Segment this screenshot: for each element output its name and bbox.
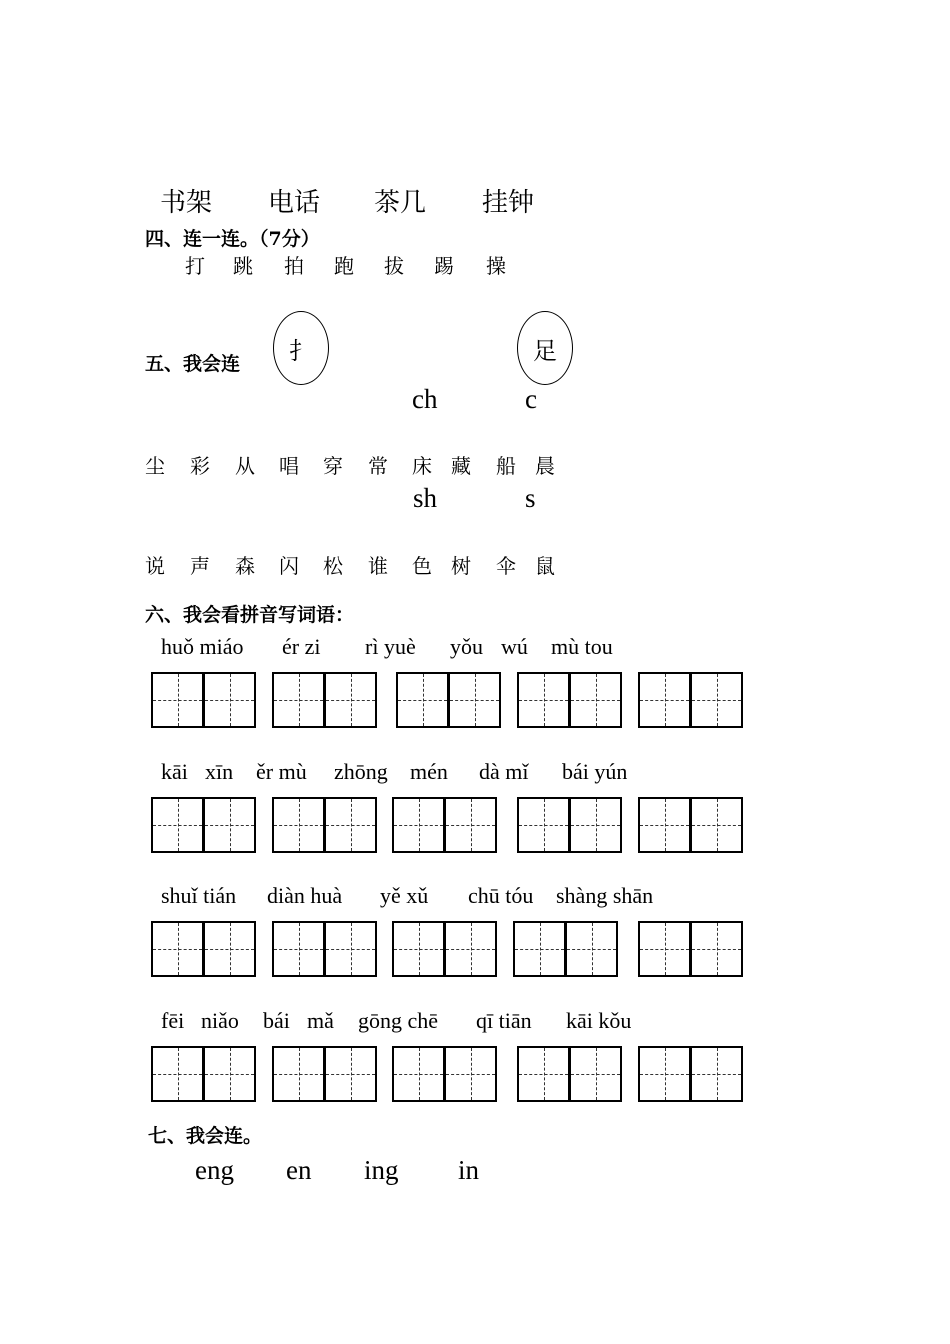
section5-heading: 五、我会连 — [145, 353, 241, 375]
pinyin: shuǐ tián — [161, 883, 237, 908]
initial: s — [525, 483, 536, 513]
char: 从 — [235, 454, 255, 478]
writing-cell[interactable] — [272, 672, 325, 728]
writing-box-pair — [151, 921, 255, 979]
writing-box-pair — [517, 672, 621, 730]
writing-cell[interactable] — [203, 672, 256, 728]
final: in — [458, 1155, 480, 1185]
initial: ch — [412, 384, 438, 414]
writing-box-pair — [272, 1046, 376, 1104]
writing-cell[interactable] — [638, 1046, 691, 1102]
writing-cell[interactable] — [392, 797, 445, 853]
writing-cell[interactable] — [569, 797, 622, 853]
radical: 扌 — [289, 336, 313, 365]
top-word: 电话 — [268, 188, 321, 218]
char: 尘 — [145, 454, 165, 478]
pinyin: niǎo — [201, 1008, 239, 1033]
writing-cell[interactable] — [444, 1046, 497, 1102]
writing-box-pair — [638, 672, 742, 730]
writing-cell[interactable] — [638, 672, 691, 728]
writing-cell[interactable] — [392, 1046, 445, 1102]
pinyin: shàng shān — [556, 883, 654, 908]
char: 穿 — [323, 454, 343, 478]
writing-box-pair — [517, 1046, 621, 1104]
pinyin: yě xǔ — [380, 883, 429, 908]
char: 踢 — [434, 254, 454, 278]
writing-box-pair — [638, 921, 742, 979]
pinyin: ér zi — [282, 634, 321, 659]
section7-heading: 七、我会连。 — [148, 1125, 263, 1147]
char: 谁 — [368, 554, 388, 578]
pinyin: mén — [410, 759, 448, 784]
pinyin: kāi — [161, 759, 188, 784]
writing-cell[interactable] — [392, 921, 445, 977]
pinyin: chū tóu — [468, 883, 534, 908]
writing-box-pair — [513, 921, 617, 979]
char: 彩 — [190, 454, 210, 478]
writing-cell[interactable] — [444, 921, 497, 977]
writing-cell[interactable] — [151, 1046, 204, 1102]
final: eng — [195, 1155, 234, 1185]
pinyin: kāi kǒu — [566, 1008, 632, 1033]
char: 藏 — [451, 454, 471, 478]
pinyin: bái yún — [562, 759, 628, 784]
top-word: 茶几 — [374, 188, 427, 218]
writing-cell[interactable] — [324, 1046, 377, 1102]
char: 森 — [235, 554, 255, 578]
writing-box-pair — [392, 797, 496, 855]
char: 伞 — [496, 554, 516, 578]
char: 树 — [451, 554, 471, 578]
writing-cell[interactable] — [690, 921, 743, 977]
writing-cell[interactable] — [448, 672, 501, 728]
char: 拍 — [284, 254, 304, 278]
writing-cell[interactable] — [324, 797, 377, 853]
pinyin: diàn huà — [267, 883, 343, 908]
pinyin: bái — [263, 1008, 290, 1033]
pinyin: fēi — [161, 1008, 185, 1033]
pinyin: ěr mù — [256, 759, 307, 784]
writing-cell[interactable] — [396, 672, 449, 728]
writing-box-pair — [517, 797, 621, 855]
writing-cell[interactable] — [569, 672, 622, 728]
char: 色 — [412, 554, 432, 578]
pinyin: qī tiān — [476, 1008, 532, 1033]
pinyin: wú — [501, 634, 528, 659]
writing-cell[interactable] — [151, 797, 204, 853]
radical: 足 — [533, 336, 557, 365]
writing-cell[interactable] — [203, 1046, 256, 1102]
pinyin: rì yuè — [365, 634, 416, 659]
pinyin: mǎ — [307, 1008, 334, 1033]
pinyin: yǒu — [450, 634, 483, 659]
radical-circle — [273, 311, 329, 385]
writing-cell[interactable] — [272, 797, 325, 853]
final: ing — [364, 1155, 399, 1185]
radical-circle — [517, 311, 573, 385]
writing-cell[interactable] — [690, 1046, 743, 1102]
writing-box-pair — [272, 921, 376, 979]
char: 床 — [412, 454, 432, 478]
writing-cell[interactable] — [444, 797, 497, 853]
writing-cell[interactable] — [272, 1046, 325, 1102]
writing-cell[interactable] — [565, 921, 618, 977]
pinyin: huǒ miáo — [161, 634, 244, 659]
writing-cell[interactable] — [324, 921, 377, 977]
writing-box-pair — [272, 672, 376, 730]
writing-cell[interactable] — [638, 921, 691, 977]
char: 拔 — [384, 254, 404, 278]
writing-box-pair — [396, 672, 500, 730]
top-word: 书架 — [160, 188, 213, 218]
writing-cell[interactable] — [690, 672, 743, 728]
char: 船 — [496, 454, 516, 478]
pinyin: gōng chē — [358, 1008, 439, 1033]
top-word: 挂钟 — [482, 188, 535, 218]
char: 鼠 — [535, 554, 555, 578]
initial: c — [525, 384, 537, 414]
writing-cell[interactable] — [151, 672, 204, 728]
writing-cell[interactable] — [513, 921, 566, 977]
writing-cell[interactable] — [569, 1046, 622, 1102]
writing-cell[interactable] — [203, 797, 256, 853]
char: 说 — [145, 554, 165, 578]
char: 操 — [486, 254, 506, 278]
char: 声 — [190, 554, 210, 578]
writing-box-pair — [272, 797, 376, 855]
char: 常 — [368, 454, 388, 478]
char: 唱 — [279, 454, 299, 478]
writing-cell[interactable] — [638, 797, 691, 853]
writing-cell[interactable] — [203, 921, 256, 977]
pinyin: mù tou — [551, 634, 613, 659]
char: 跳 — [233, 254, 253, 278]
char: 打 — [185, 254, 205, 278]
writing-box-pair — [638, 797, 742, 855]
writing-cell[interactable] — [690, 797, 743, 853]
writing-cell[interactable] — [517, 1046, 570, 1102]
initial: sh — [413, 483, 438, 513]
pinyin: xīn — [205, 759, 234, 784]
writing-box-pair — [151, 672, 255, 730]
writing-cell[interactable] — [151, 921, 204, 977]
writing-cell[interactable] — [272, 921, 325, 977]
writing-cell[interactable] — [517, 672, 570, 728]
final: en — [286, 1155, 312, 1185]
writing-box-pair — [151, 797, 255, 855]
section4-heading: 四、连一连。（7分） — [145, 228, 320, 250]
writing-cell[interactable] — [517, 797, 570, 853]
writing-box-pair — [638, 1046, 742, 1104]
char: 松 — [323, 554, 343, 578]
char: 闪 — [279, 554, 299, 578]
section6-heading: 六、我会看拼音写词语： — [145, 604, 355, 626]
writing-box-pair — [392, 1046, 496, 1104]
writing-box-pair — [151, 1046, 255, 1104]
pinyin: dà mǐ — [479, 759, 529, 784]
writing-cell[interactable] — [324, 672, 377, 728]
char: 跑 — [334, 254, 354, 278]
writing-box-pair — [392, 921, 496, 979]
pinyin: zhōng — [334, 759, 388, 784]
char: 晨 — [535, 454, 555, 478]
